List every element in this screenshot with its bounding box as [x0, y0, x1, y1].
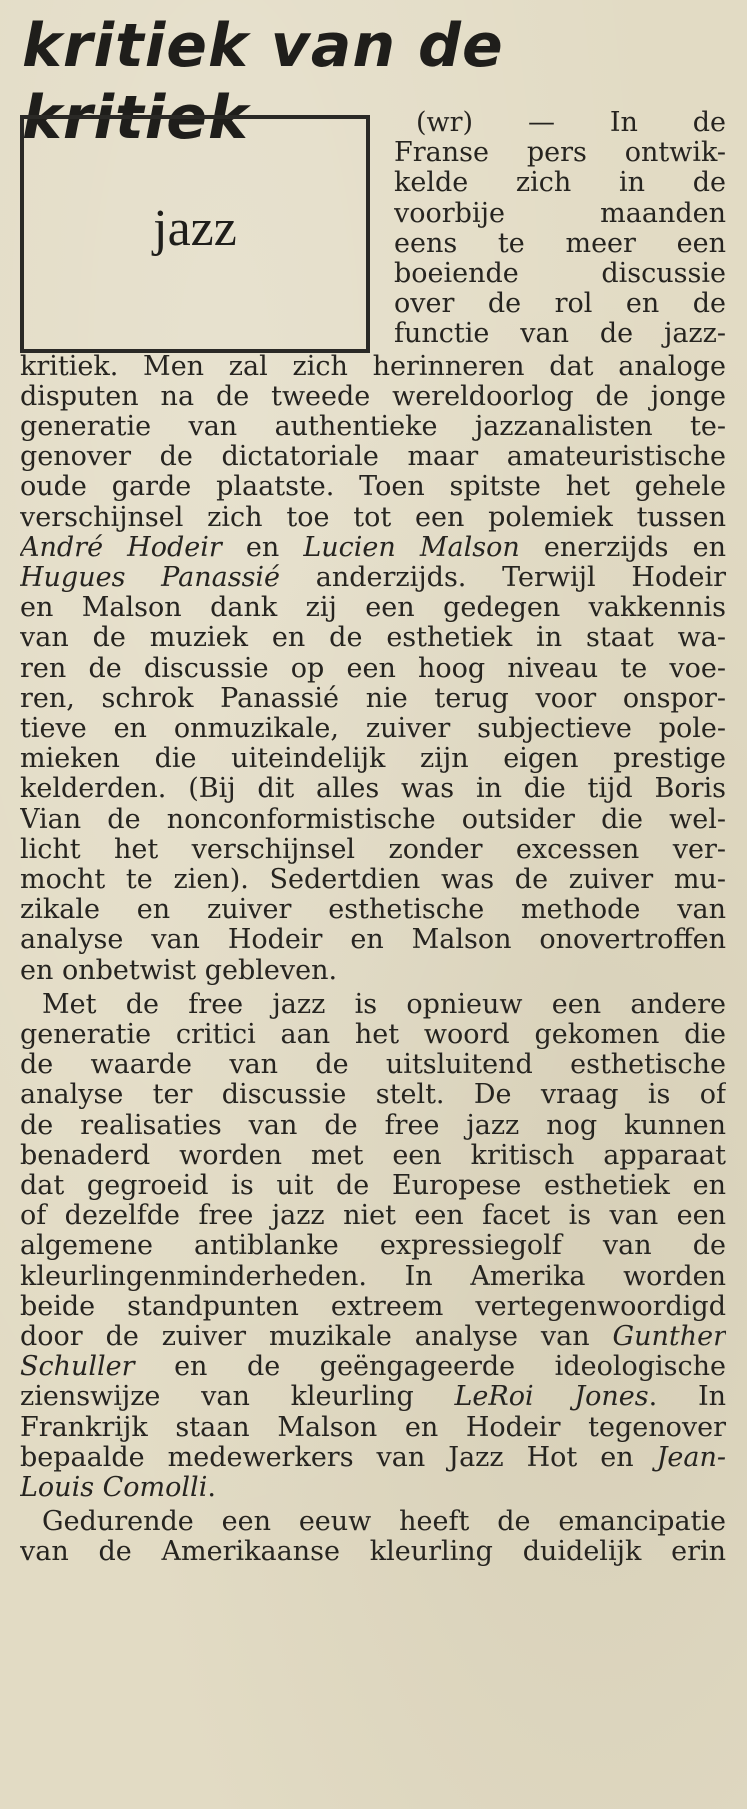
text-line: ren, schrok Panassié nie terug voor onspor- [20, 682, 726, 714]
text-line: kelderden. (Bij dit alles was in die tijd Boris [20, 773, 726, 805]
text-line: kritiek. Men zal zich herinneren dat analoge [20, 350, 726, 382]
text-line: tieve en onmuzikale, zuiver subjectieve pole- [20, 713, 726, 744]
text-line: generatie critici aan het woord gekomen die [20, 1019, 726, 1050]
text-line: oude garde plaatste. Toen spitste het gehele [20, 471, 726, 503]
text-line: Hugues Panassié anderzijds. Terwijl Hodeir [20, 562, 726, 593]
section-box [20, 115, 370, 353]
text-line: licht het verschijnsel zonder excessen ver- [20, 833, 726, 865]
text-line: zikale en zuiver esthetische methode van [20, 894, 726, 926]
text-line: ren de discussie op een hoog niveau te voe- [20, 652, 726, 684]
text-line: verschijnsel zich toe tot een polemiek tussen [20, 501, 726, 533]
text-line: André Hodeir en Lucien Malson enerzijds en [20, 531, 726, 563]
text-line: boeiende discussie [394, 258, 726, 289]
text-line: dat gegroeid is uit de Europese esthetiek en [20, 1170, 726, 1201]
text-line: kleurlingenminderheden. In Amerika worden [20, 1260, 726, 1292]
text-line: mieken die uiteindelijk zijn eigen prestige [20, 743, 726, 775]
headline: kritiek van de kritiek [22, 11, 504, 153]
text-line: disputen na de tweede wereldoorlog de jonge [20, 380, 726, 412]
text-line: Vian de nonconformistische outsider die wel- [20, 803, 726, 835]
text-line: benaderd worden met een kritisch apparaat [20, 1139, 726, 1171]
text-line: en onbetwist gebleven. [20, 954, 338, 986]
text-line: (wr) — In de [416, 107, 726, 138]
text-line: genover de dictatoriale maar amateuristische [20, 441, 726, 473]
text-line: mocht te zien). Sedertdien was de zuiver mu- [20, 864, 726, 895]
text-line: Schuller en de geëngageerde ideologische [20, 1351, 726, 1383]
text-line: Gedurende een eeuw heeft de emancipatie [42, 1506, 726, 1538]
text-line: algemene antiblanke expressiegolf van de [20, 1230, 726, 1262]
text-line: kelde zich in de [394, 167, 726, 199]
text-line: analyse van Hodeir en Malson onovertroffen [20, 924, 726, 956]
section-label: jazz [153, 200, 237, 257]
text-line: de waarde van de uitsluitend esthetische [20, 1049, 726, 1081]
text-line: beide standpunten extreem vertegenwoordigd [20, 1290, 726, 1322]
text-line: Franse pers ontwik- [394, 137, 726, 169]
text-line: voorbije maanden [394, 197, 726, 229]
text-line: Louis Comolli. [20, 1472, 216, 1503]
text-line: of dezelfde free jazz niet een facet is van een [20, 1200, 726, 1232]
text-line: analyse ter discussie stelt. De vraag is of [20, 1079, 726, 1111]
text-line: van de Amerikaanse kleurling duidelijk erin [20, 1536, 726, 1568]
text-line: generatie van authentieke jazzanalisten te- [20, 411, 726, 442]
text-line: functie van de jazz- [394, 318, 726, 350]
text-line: Met de free jazz is opnieuw een andere [42, 988, 726, 1020]
text-line: eens te meer een [394, 227, 726, 259]
text-line: en Malson dank zij een gedegen vakkennis [20, 592, 726, 624]
text-line: bepaalde medewerkers van Jazz Hot en Jean- [20, 1441, 726, 1473]
text-line: zienswijze van kleurling LeRoi Jones. In [20, 1381, 726, 1413]
text-line: Frankrijk staan Malson en Hodeir tegenover [20, 1411, 726, 1443]
text-line: van de muziek en de esthetiek in staat wa- [20, 622, 726, 654]
text-line: de realisaties van de free jazz nog kunnen [20, 1109, 726, 1141]
text-line: door de zuiver muzikale analyse van Gunther [20, 1321, 726, 1352]
text-line: over de rol en de [394, 288, 726, 320]
